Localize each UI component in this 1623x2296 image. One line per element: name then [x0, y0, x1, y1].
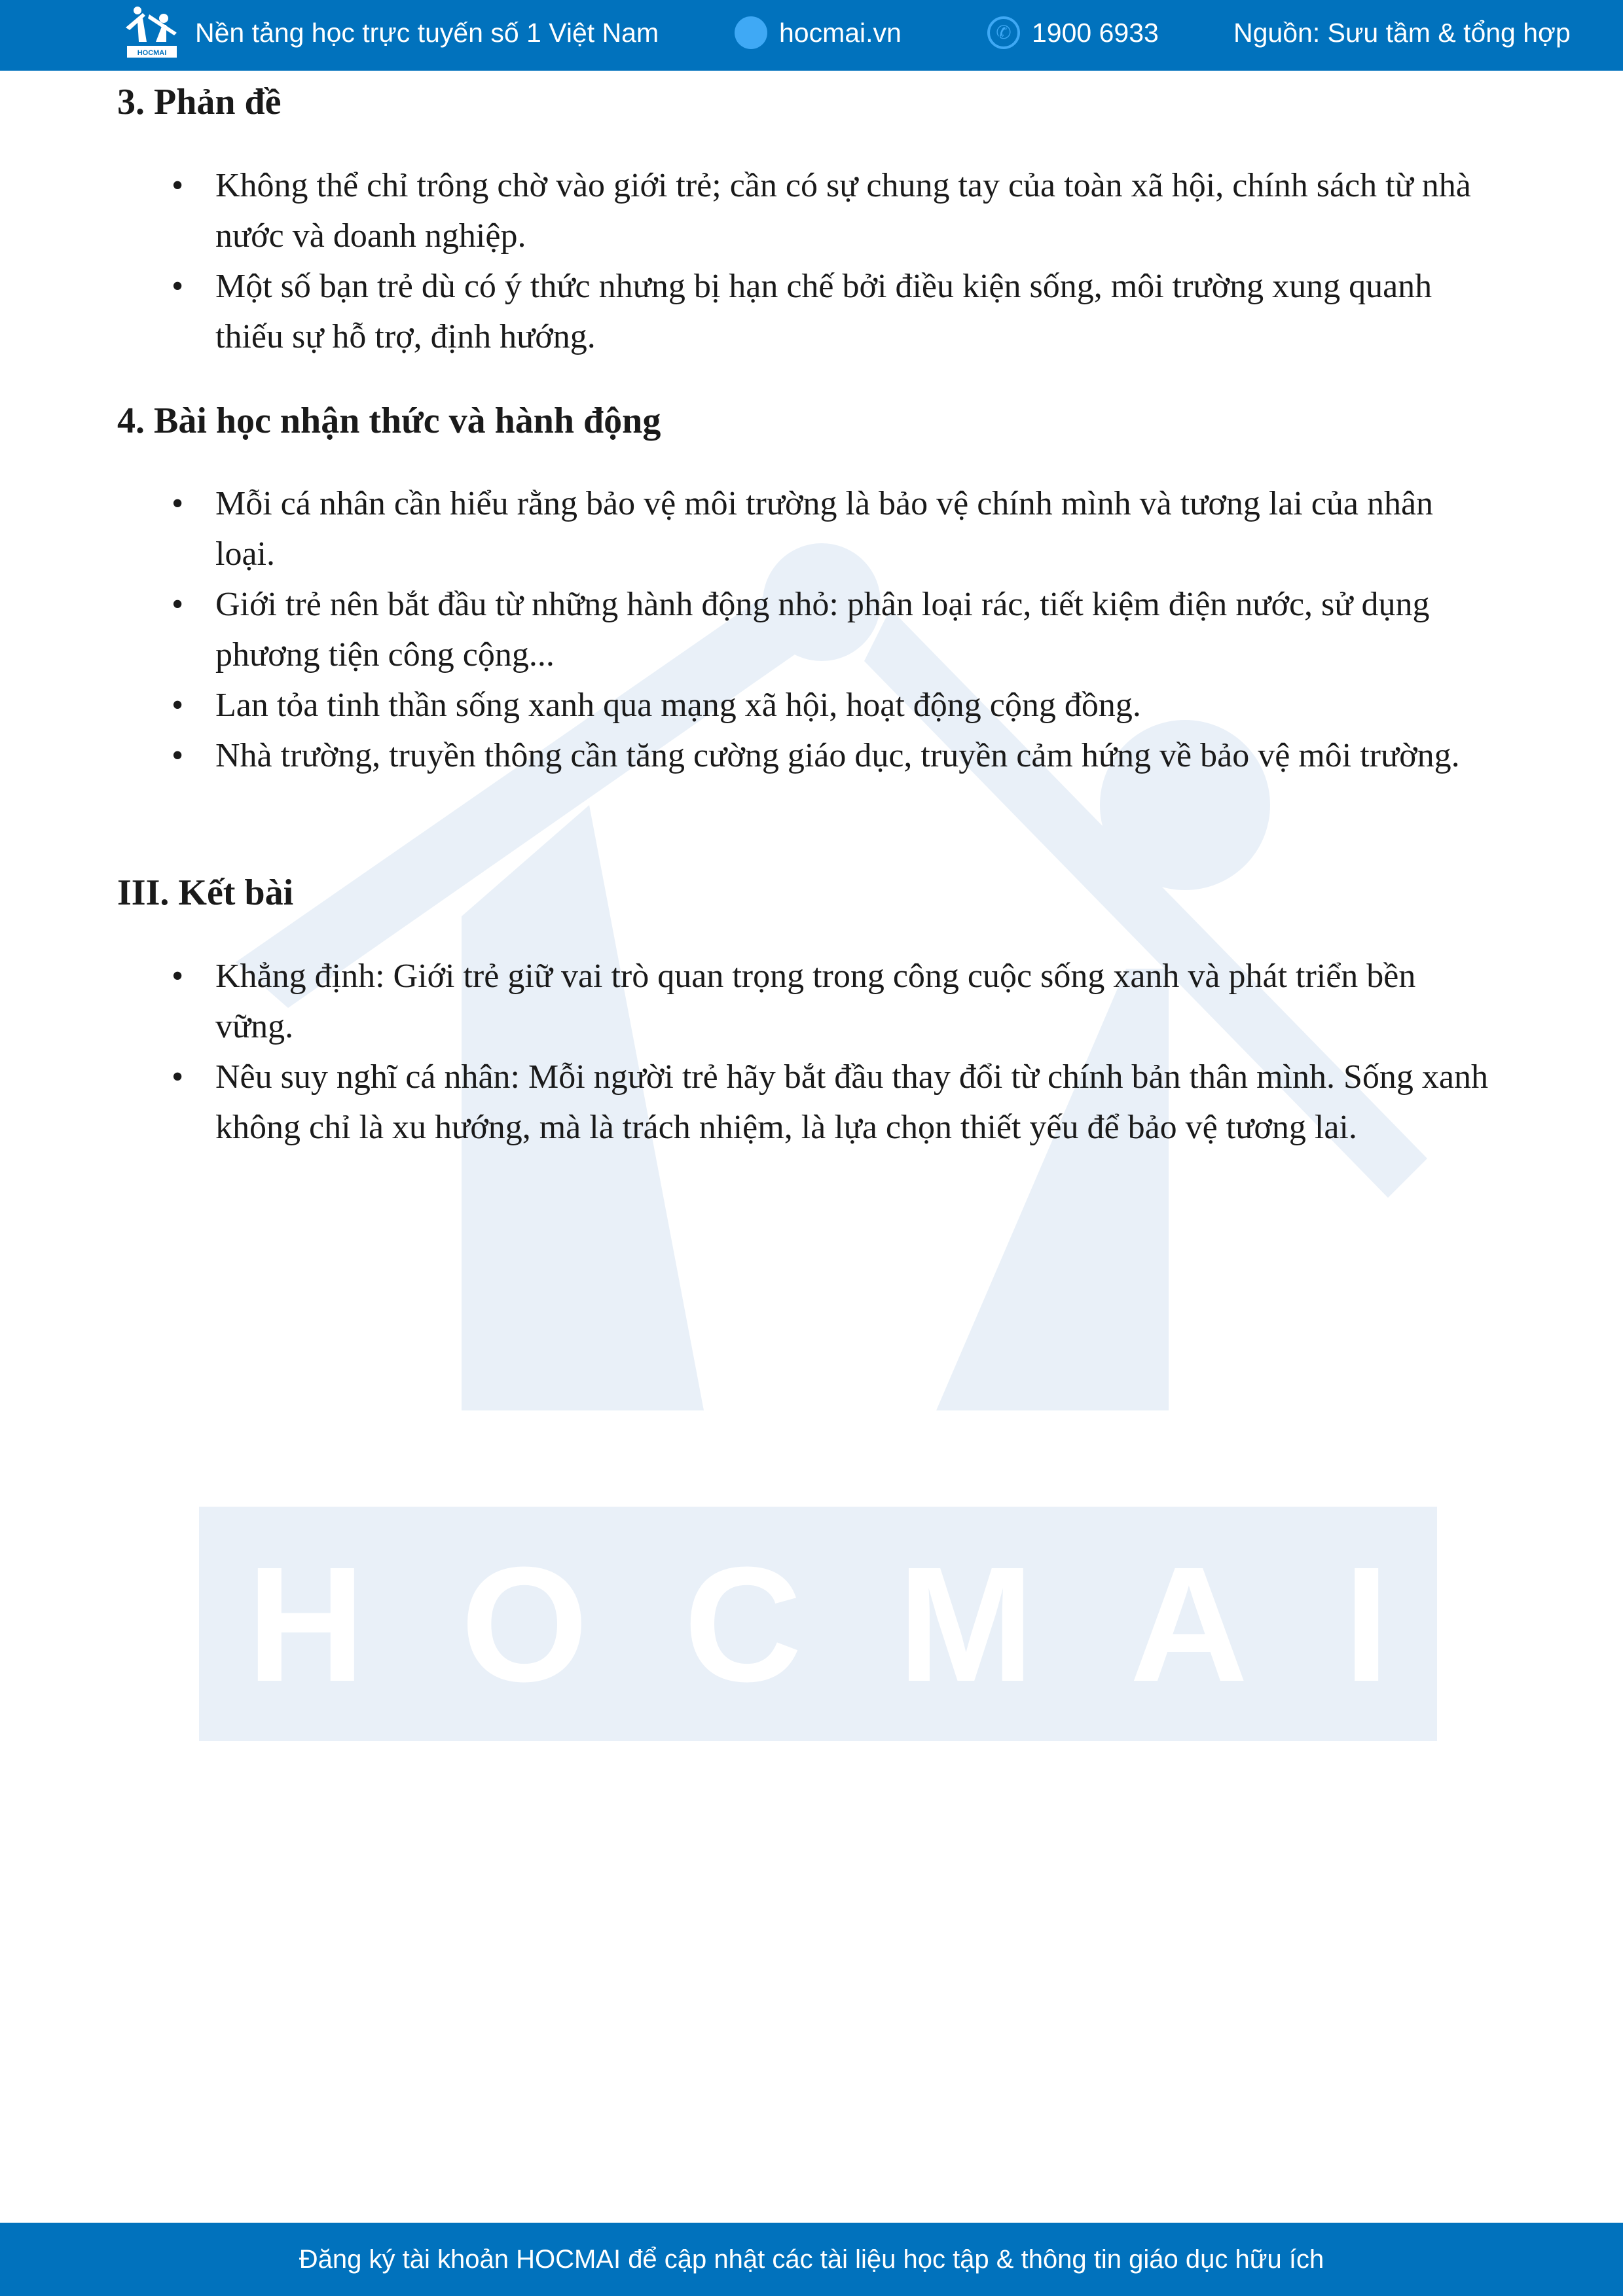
- section-heading: 3. Phản đề: [117, 82, 282, 122]
- watermark-letter: C: [684, 1532, 803, 1715]
- watermark-letter: A: [1129, 1532, 1249, 1715]
- list-item: [172, 579, 1501, 680]
- website-text: hocmai.vn: [779, 17, 902, 48]
- watermark-letter: H: [247, 1532, 365, 1715]
- bullet-icon: •: [172, 687, 184, 724]
- section-heading: III. Kết bài: [117, 872, 294, 913]
- phone-icon: ✆: [987, 16, 1020, 49]
- bullet-icon: •: [172, 167, 184, 204]
- bullet-icon: •: [172, 586, 184, 623]
- bullet-icon: •: [172, 268, 184, 305]
- list-item: [172, 160, 1501, 261]
- slogan: [195, 0, 659, 65]
- bullet-icon: •: [172, 737, 184, 774]
- list-item: [172, 478, 1501, 579]
- bullet-list: [172, 160, 1501, 362]
- list-item: [172, 730, 1501, 781]
- bullet-icon: •: [172, 485, 184, 522]
- footer-bar[interactable]: [0, 2223, 1623, 2296]
- item-text: Khẳng định: Giới trẻ giữ vai trò quan trọng trong công cuộc sống xanh và phát triển bền vững.: [215, 958, 1416, 1045]
- watermark-letter: M: [898, 1532, 1034, 1715]
- source-text: Nguồn: Sưu tầm & tổng hợp: [1233, 17, 1571, 48]
- item-text: Mỗi cá nhân cần hiểu rằng bảo vệ môi trường là bảo vệ chính mình và tương lai của nhân loại.: [215, 485, 1434, 573]
- item-text: Một số bạn trẻ dù có ý thức nhưng bị hạn chế bởi điều kiện sống, môi trường xung quanh thiếu sự hỗ trợ, định hướng.: [215, 268, 1432, 355]
- item-text: Lan tỏa tinh thần sống xanh qua mạng xã hội, hoạt động cộng đồng.: [215, 687, 1141, 724]
- phone-text: 1900 6933: [1032, 17, 1159, 48]
- slogan-text: Nền tảng học trực tuyến số 1 Việt Nam: [195, 17, 659, 48]
- website-link[interactable]: [735, 0, 902, 65]
- globe-icon: [735, 16, 767, 49]
- hocmai-figures-icon: [123, 5, 182, 60]
- watermark-hocmai-band: [199, 1507, 1437, 1741]
- svg-text:HOCMAI: HOCMAI: [137, 49, 167, 57]
- list-item: [172, 1052, 1501, 1153]
- source-note: [1233, 0, 1571, 65]
- phone-link[interactable]: [987, 0, 1159, 65]
- item-text: Không thể chỉ trông chờ vào giới trẻ; cần có sự chung tay của toàn xã hội, chính sách từ nhà nước và doanh nghiệp.: [215, 167, 1471, 255]
- bullet-list: [172, 478, 1501, 781]
- header-bar: [0, 0, 1623, 71]
- bullet-list: [172, 951, 1501, 1153]
- footer-text: Đăng ký tài khoản HOCMAI để cập nhật các tài liệu học tập & thông tin giáo dục hữu ích: [299, 2244, 1324, 2274]
- list-item: [172, 951, 1501, 1052]
- watermark-letter: O: [460, 1532, 589, 1715]
- section-heading: 4. Bài học nhận thức và hành động: [117, 401, 661, 441]
- item-text: Nêu suy nghĩ cá nhân: Mỗi người trẻ hãy bắt đầu thay đổi từ chính bản thân mình. Sống xanh không chỉ là xu hướng, mà là trách nhiệm, là lựa chọn thiết yếu để bảo vệ tương lai.: [215, 1058, 1488, 1146]
- item-text: Giới trẻ nên bắt đầu từ những hành động nhỏ: phân loại rác, tiết kiệm điện nước, sử dụng phương tiện công cộng...: [215, 586, 1430, 673]
- bullet-icon: •: [172, 1058, 184, 1096]
- bullet-icon: •: [172, 958, 184, 995]
- list-item: [172, 680, 1501, 730]
- item-text: Nhà trường, truyền thông cần tăng cường giáo dục, truyền cảm hứng về bảo vệ môi trường.: [215, 737, 1460, 774]
- hocmai-logo[interactable]: [123, 5, 182, 60]
- watermark-letter: I: [1343, 1532, 1389, 1715]
- list-item: [172, 261, 1501, 362]
